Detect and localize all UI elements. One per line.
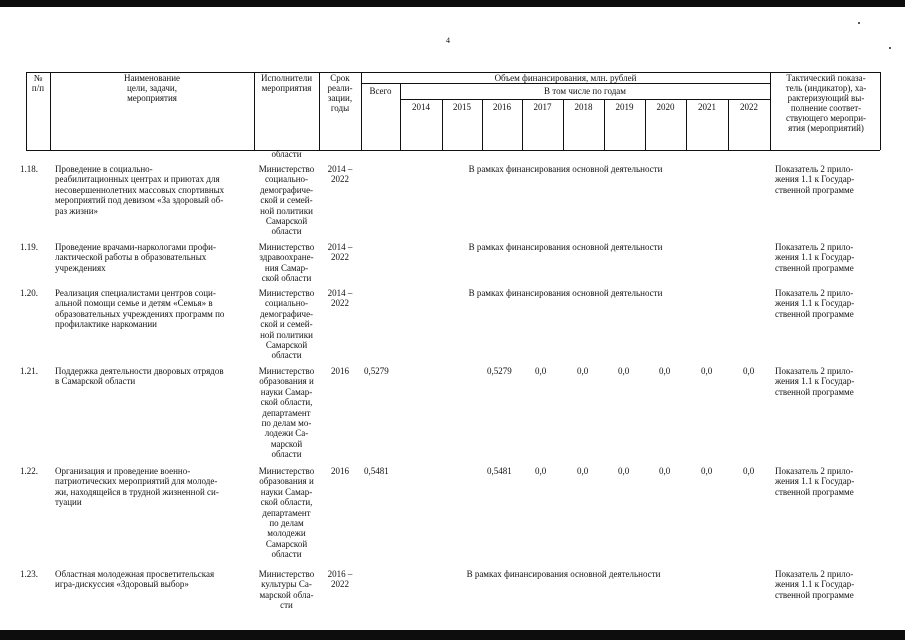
row-term: 2016: [331, 466, 349, 476]
row-number: 1.18.: [20, 164, 38, 174]
row-number: 1.23.: [20, 569, 38, 579]
header-num: № п/п: [31, 73, 45, 93]
row-executor: Министерство социально- демографиче- ской и семей- ной политики Самарской области: [258, 288, 315, 361]
row-value-2019: 0,0: [618, 366, 630, 376]
scan-speck: [889, 47, 891, 49]
row-value-2022: 0,0: [743, 466, 755, 476]
row-value-2018: 0,0: [577, 366, 589, 376]
header-total: Всего: [369, 86, 392, 96]
header-financing: Объем финансирования, млн. рублей: [494, 73, 637, 83]
header-year-2022: 2022: [740, 102, 758, 112]
row-value-2016: 0,5481: [487, 466, 512, 476]
row-indicator: Показатель 2 прило- жения 1.1 к Государ- ственной программе: [775, 242, 855, 273]
row-name: Областная молодежная просветительская игра-дискуссия «Здоровый выбор»: [55, 569, 215, 590]
row-executor: Министерство образования и науки Самар- ской области, департамент по делам мо- лодежи Са- марской области: [258, 366, 315, 460]
row-executor: Министерство культуры Са- марской обла- сти: [258, 569, 315, 611]
row-value-2020: 0,0: [659, 466, 671, 476]
row-number: 1.21.: [20, 366, 38, 376]
header-year-2020: 2020: [656, 102, 675, 112]
row-financing-note: В рамках финансирования основной деятельности: [468, 288, 663, 298]
row-value-2018: 0,0: [577, 466, 589, 476]
row-indicator: Показатель 2 прило- жения 1.1 к Государ- ственной программе: [775, 288, 855, 319]
header-indicator: Тактический показа- тель (индикатор), ха- рактеризующий вы- полнение соответ- ствующего меропри- ятия (мероприятий): [785, 73, 867, 133]
page-number: 4: [446, 36, 450, 45]
header-name: Наименование цели, задачи, мероприятия: [123, 73, 181, 103]
header-term: Срок реали- зации, годы: [327, 73, 353, 113]
row-name: Реализация специалистами центров соци- альной помощи семье и детям «Семья» в образовательных учреждениях программ по профилактике наркомании: [55, 288, 225, 330]
header-year-2016: 2016: [493, 102, 511, 112]
top-scan-edge: [0, 0, 905, 7]
row-value-2017: 0,0: [535, 466, 547, 476]
row-name: Проведение врачами-наркологами профи- лактической работы в образовательных учреждениях: [55, 242, 216, 273]
row-executor: Министерство здравоохране- ния Самар- ской области: [258, 242, 315, 284]
header-year-2021: 2021: [698, 102, 716, 112]
header-year-2018: 2018: [574, 102, 593, 112]
bottom-scan-edge: [0, 630, 905, 640]
row-term: 2014 – 2022: [327, 288, 353, 309]
row-number: 1.19.: [20, 242, 38, 252]
row-value-2017: 0,0: [535, 366, 547, 376]
row-term: 2014 – 2022: [327, 164, 353, 185]
row-value-2016: 0,5279: [487, 366, 512, 376]
row-name: Проведение в социально- реабилитационных центрах и приютах для несовершеннолетних массовых спортивных мероприятий под девизом «За здоровый об- раз жизни»: [55, 164, 225, 216]
row-term: 2016 – 2022: [327, 569, 353, 590]
row-total: 0,5279: [364, 366, 389, 376]
row-indicator: Показатель 2 прило- жения 1.1 к Государ- ственной программе: [775, 569, 855, 600]
row-executor: Министерство образования и науки Самар- ской области, департамент по делам молодежи Самарской области: [258, 466, 315, 560]
row-indicator: Показатель 2 прило- жения 1.1 к Государ- ственной программе: [775, 366, 855, 397]
header-year-2015: 2015: [453, 102, 471, 112]
row-value-2021: 0,0: [701, 366, 713, 376]
header-year-2019: 2019: [615, 102, 634, 112]
row-value-2022: 0,0: [743, 366, 755, 376]
row-term: 2016: [331, 366, 349, 376]
row-term: 2014 – 2022: [327, 242, 353, 263]
scan-speck: [858, 22, 860, 24]
row-value-2020: 0,0: [659, 366, 671, 376]
row-value-2019: 0,0: [618, 466, 630, 476]
header-year-2014: 2014: [412, 102, 430, 112]
carryover-text: области: [271, 149, 302, 159]
row-number: 1.20.: [20, 288, 38, 298]
row-number: 1.22.: [20, 466, 38, 476]
row-indicator: Показатель 2 прило- жения 1.1 к Государ- ственной программе: [775, 164, 855, 195]
row-indicator: Показатель 2 прило- жения 1.1 к Государ- ственной программе: [775, 466, 855, 497]
row-financing-note: В рамках финансирования основной деятельности: [466, 569, 661, 579]
row-financing-note: В рамках финансирования основной деятельности: [468, 242, 663, 252]
row-financing-note: В рамках финансирования основной деятельности: [468, 164, 663, 174]
row-name: Поддержка деятельности дворовых отрядов в Самарской области: [55, 366, 224, 387]
row-executor: Министерство социально- демографиче- ской и семей- ной политики Самарской области: [258, 164, 315, 237]
row-value-2021: 0,0: [701, 466, 713, 476]
header-executors: Исполнители мероприятия: [260, 73, 313, 93]
row-total: 0,5481: [364, 466, 389, 476]
row-name: Организация и проведение военно- патриотических мероприятий для молоде- жи, находящейся в трудной жизненной си- туации: [55, 466, 219, 508]
table-header: [26, 72, 880, 150]
header-year-2017: 2017: [533, 102, 552, 112]
header-by-years: В том числе по годам: [544, 86, 626, 96]
